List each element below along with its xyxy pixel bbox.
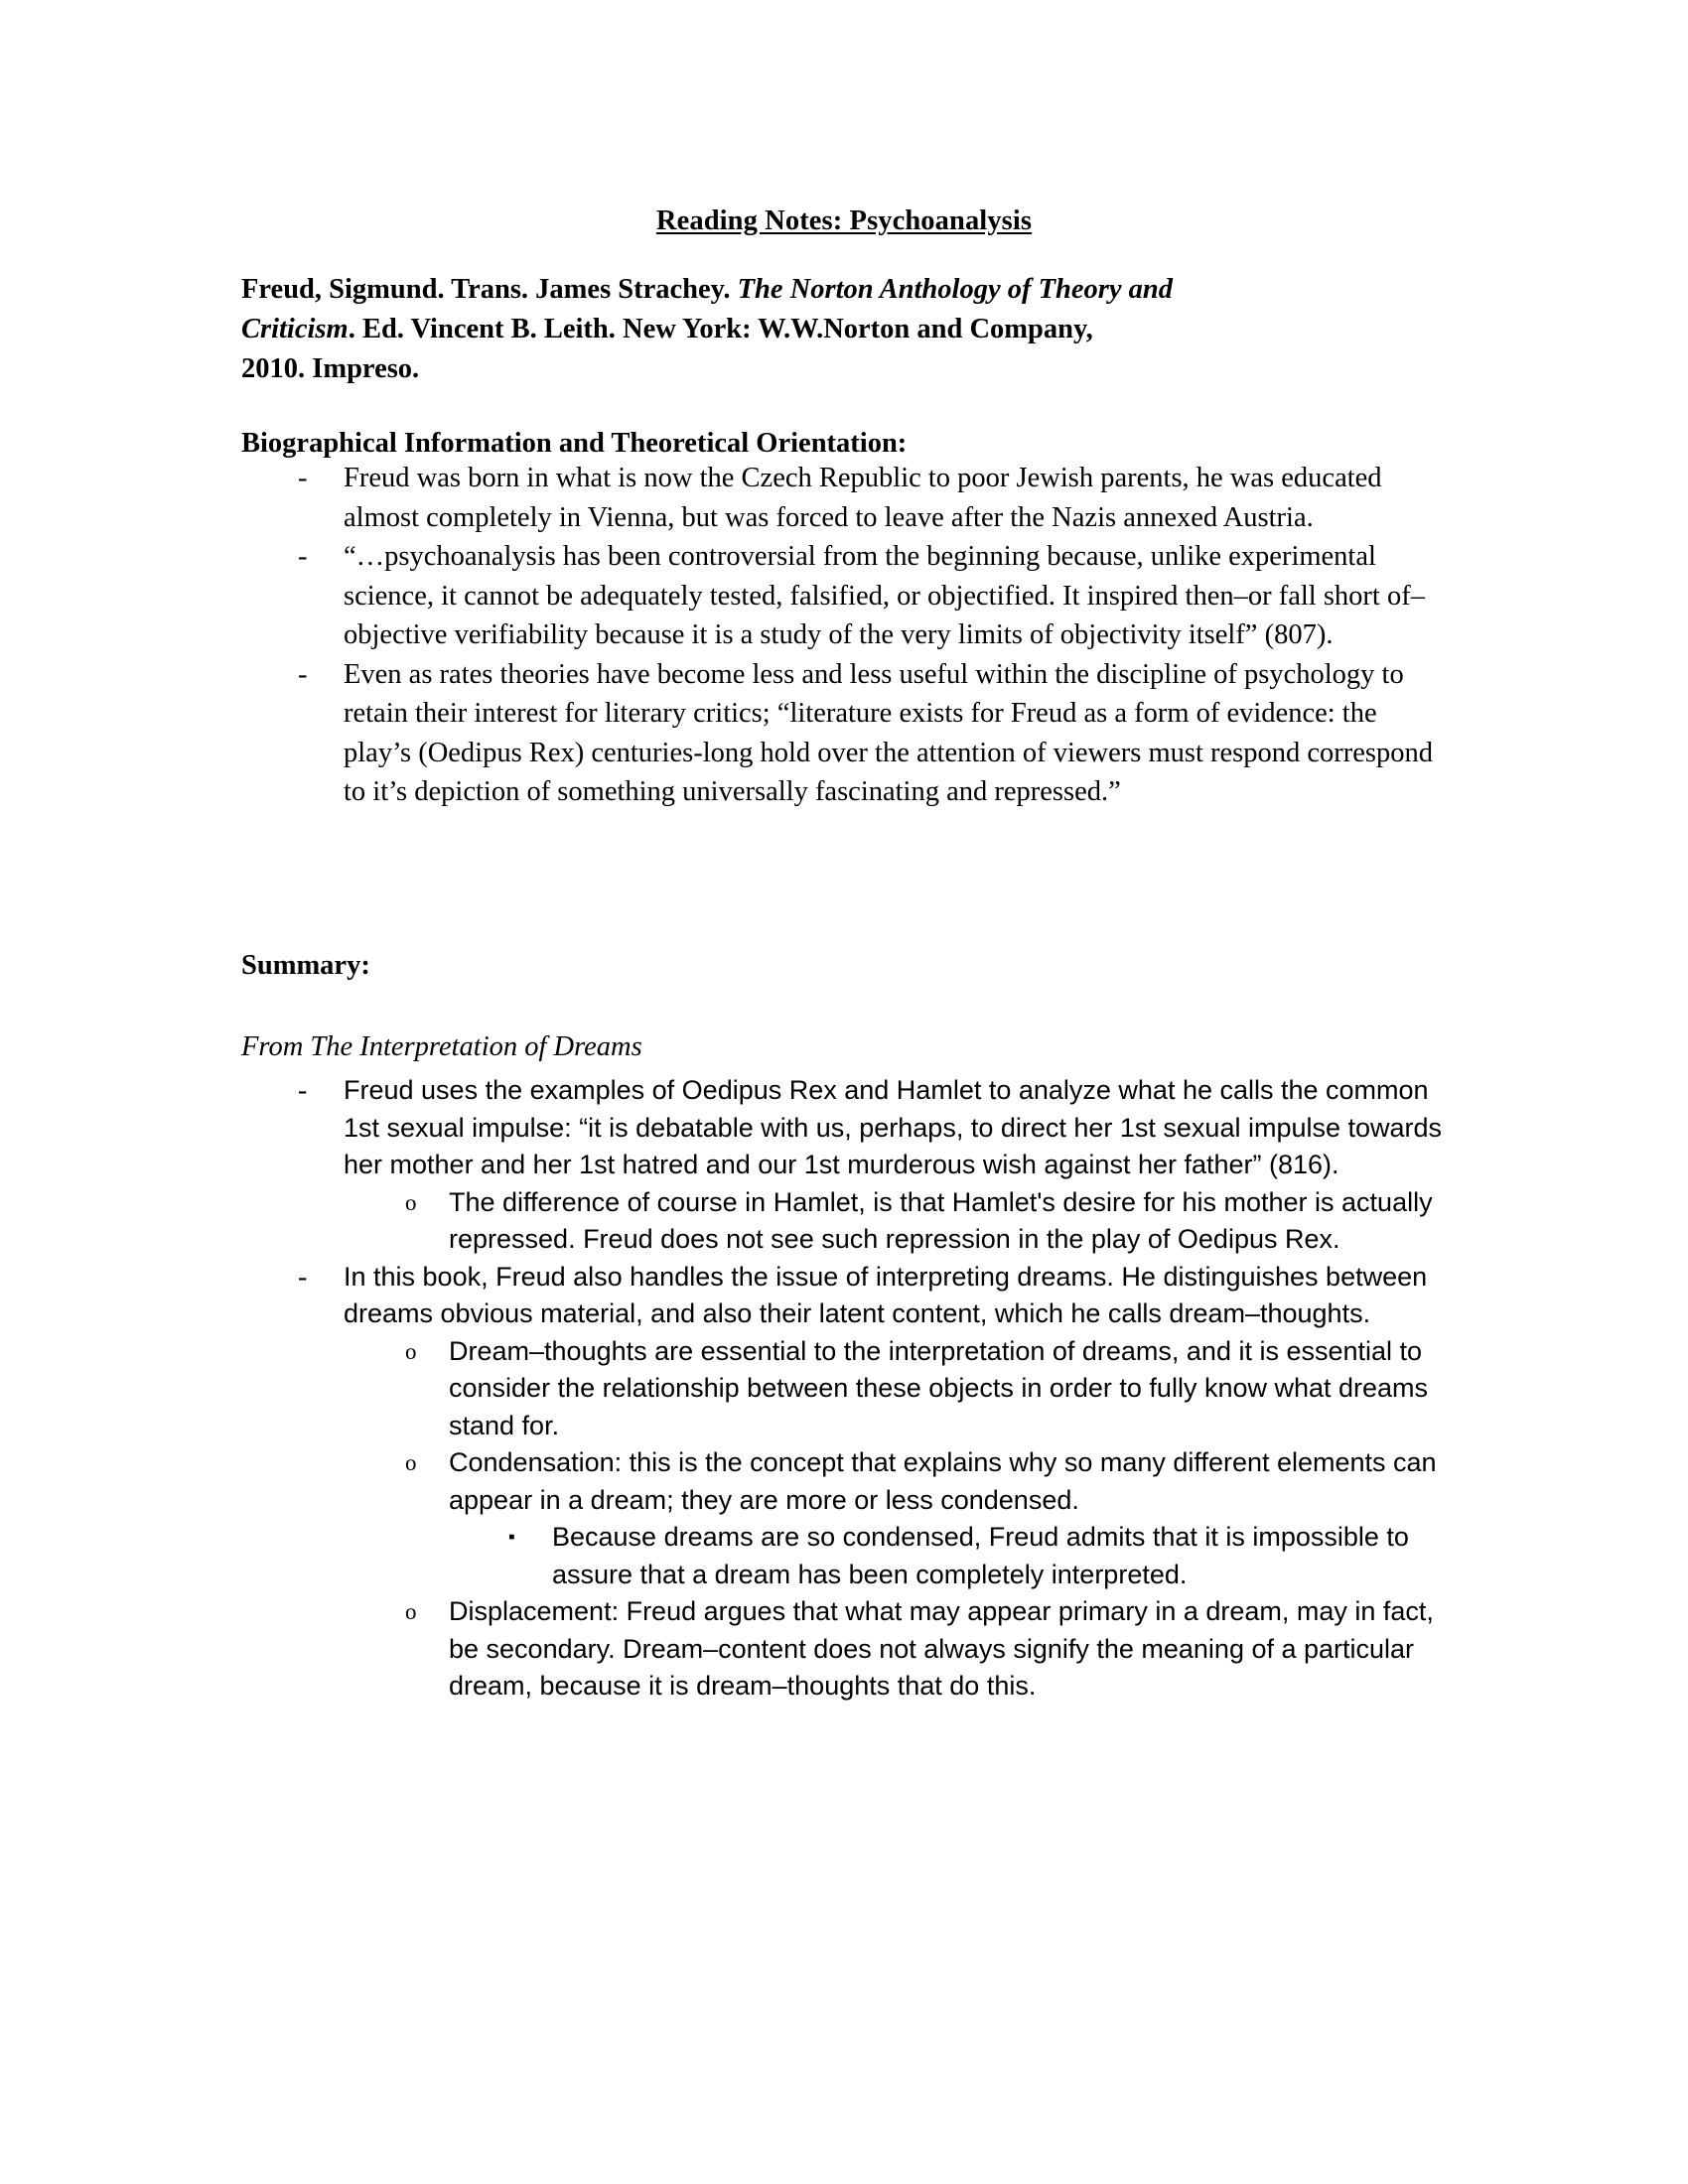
list-item: [298, 459, 1440, 537]
list-item-text: “…psychoanalysis has been controversial from the beginning because, unlike experimental science, it cannot be adequately tested, falsified, or objectified. It inspired then–or fall short of–objective verifiability because it is a study of the very limits of objectivity itself” (807).: [344, 541, 1425, 650]
summary-section-heading: Summary:: [241, 950, 370, 981]
list-item: [298, 537, 1440, 655]
circle-bullet-icon: o: [405, 1450, 417, 1475]
dash-bullet-icon: -: [298, 463, 308, 493]
list-item-text: Even as rates theories have become less and less useful within the discipline of psychology to retain their interest for literary critics; “literature exists for Freud as a form of evidence: the play’s (Oedipus Rex) centuries-long hold over the attention of viewers must respond correspond to it’s depiction of something universally fascinating and repressed.”: [344, 658, 1433, 807]
summary-subheading: From The Interpretation of Dreams: [241, 1031, 642, 1062]
list-item-text: Condensation: this is the concept that explains why so many different elements can appear in a dream; they are more or less condensed.: [449, 1447, 1437, 1515]
citation-line-2: [241, 310, 1413, 349]
list-item-text: Dream–thoughts are essential to the interpretation of dreams, and it is essential to consider the relationship between these objects in order to fully know what dreams stand for.: [449, 1335, 1429, 1440]
circle-bullet-icon: o: [405, 1599, 417, 1624]
citation-authors: Freud, Sigmund. Trans. James Strachey.: [241, 274, 738, 305]
sub-sub-bullet-list: [508, 1519, 1450, 1593]
page-title: [0, 205, 1688, 237]
list-item: [405, 1333, 1450, 1445]
citation-line-3: 2010. Impreso.: [241, 353, 420, 384]
list-item-text: Because dreams are so condensed, Freud admits that it is impossible to assure that a dream has been completely interpreted.: [552, 1522, 1409, 1589]
dash-bullet-icon: -: [298, 658, 308, 690]
summary-bullet-list: [298, 1072, 1450, 1706]
citation-publisher: . Ed. Vincent B. Leith. New York: W.W.Norton and Company,: [348, 314, 1093, 344]
list-item-text: In this book, Freud also handles the issue of interpreting dreams. He distinguishes between dreams obvious material, and also their latent content, which he calls dream–thoughts.: [344, 1261, 1428, 1328]
dash-bullet-icon: -: [298, 541, 308, 572]
sub-bullet-list: [405, 1184, 1450, 1259]
citation-title-part-1: The Norton Anthology of Theory and: [737, 274, 1173, 305]
list-item-text: The difference of course in Hamlet, is that Hamlet's desire for his mother is actually repressed. Freud does not see such repression in the play of Oedipus Rex.: [449, 1186, 1433, 1254]
biographical-bullet-list: [298, 459, 1440, 812]
citation-block: [241, 270, 1413, 389]
list-item: [298, 1259, 1450, 1706]
list-item-text: Freud was born in what is now the Czech Republic to poor Jewish parents, he was educated almost completely in Vienna, but was forced to leave after the Nazis annexed Austria.: [344, 463, 1382, 533]
list-item-text: Displacement: Freud argues that what may appear primary in a dream, may in fact, be secondary. Dream–content does not always signify the meaning of a particular dream, because it is dream–thoughts that do this.: [449, 1596, 1434, 1701]
square-bullet-icon: ▪: [508, 1527, 515, 1548]
citation-title-part-2: Criticism: [241, 314, 349, 344]
citation-line-1: [241, 270, 1413, 310]
sub-bullet-list: [405, 1333, 1450, 1706]
list-item: [405, 1444, 1450, 1593]
circle-bullet-icon: o: [405, 1338, 417, 1364]
list-item: [298, 655, 1440, 812]
circle-bullet-icon: o: [405, 1189, 417, 1215]
list-item: [508, 1519, 1450, 1593]
dash-bullet-icon: -: [298, 1075, 308, 1106]
biographical-section-heading: Biographical Information and Theoretical Orientation:: [241, 428, 908, 459]
list-item: [298, 1072, 1450, 1259]
page-title-text: Reading Notes: Psychoanalysis: [655, 205, 1033, 237]
dash-bullet-icon: -: [298, 1261, 308, 1293]
list-item: [405, 1593, 1450, 1706]
list-item: [405, 1184, 1450, 1259]
list-item-text: Freud uses the examples of Oedipus Rex and Hamlet to analyze what he calls the common 1st sexual impulse: “it is debatable with us, perhaps, to direct her 1st sexual impulse towards her mother and her 1st hatred and our 1st murderous wish against her father” (816).: [344, 1075, 1443, 1179]
